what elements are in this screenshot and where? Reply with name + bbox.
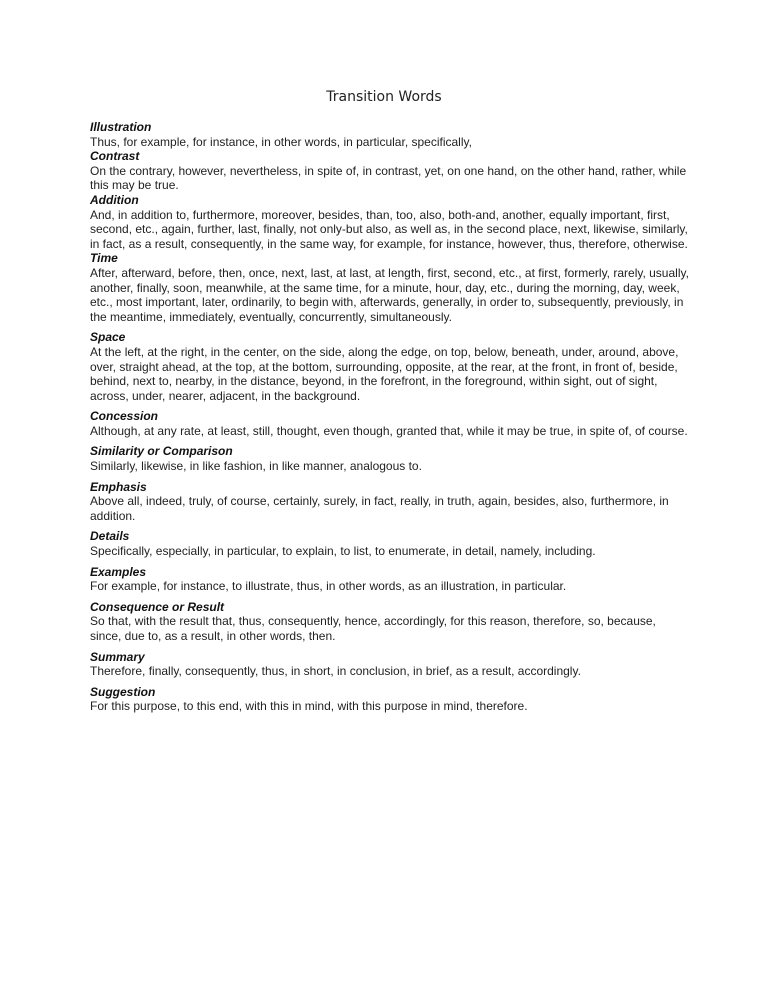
section-suggestion — [90, 685, 690, 714]
section-text: At the left, at the right, in the center, on the side, along the edge, on top, below, beneath, under, around, above, over, straight ahead, at the top, at the bottom, surrounding, opposite, at the rear, at the front, in front of, beside, behind, next to, nearby, in the distance, beyond, in the forefront, in the foreground, within sight, out of sight, across, under, nearer, adjacent, in the background. — [90, 344, 679, 403]
section-space — [90, 330, 690, 403]
section-heading: Suggestion — [90, 684, 156, 699]
section-heading: Time — [90, 251, 118, 266]
section-heading: Concession — [90, 409, 159, 424]
section-heading: Examples — [90, 564, 147, 579]
section-text: Although, at any rate, at least, still, thought, even though, granted that, while it may be true, in spite of, of course. — [90, 423, 688, 438]
section-text: For example, for instance, to illustrate, thus, in other words, as an illustration, in particular. — [90, 579, 567, 594]
section-text: Therefore, finally, consequently, thus, in short, in conclusion, in brief, as a result, accordingly. — [90, 664, 581, 679]
section-addition — [90, 193, 690, 251]
section-text: Specifically, especially, in particular, to explain, to list, to enumerate, in detail, namely, including. — [90, 544, 596, 559]
section-concession — [90, 409, 690, 438]
section-text: Thus, for example, for instance, in other words, in particular, specifically, — [90, 134, 472, 149]
section-text: On the contrary, however, nevertheless, in spite of, in contrast, yet, on one hand, on the other hand, rather, while this may be true. — [90, 163, 687, 193]
section-details — [90, 529, 690, 558]
section-heading: Consequence or Result — [90, 599, 225, 614]
section-heading: Addition — [90, 192, 139, 207]
section-heading: Similarity or Comparison — [90, 444, 233, 459]
section-heading: Illustration — [90, 120, 152, 134]
section-heading: Summary — [90, 649, 145, 664]
section-text: So that, with the result that, thus, consequently, hence, accordingly, for this reason, therefore, so, because, since, due to, as a result, in other words, then. — [90, 614, 656, 643]
section-heading: Emphasis — [90, 479, 147, 494]
section-heading: Contrast — [90, 149, 140, 164]
section-text: For this purpose, to this end, with this in mind, with this purpose in mind, therefore. — [90, 699, 528, 714]
section-examples — [90, 565, 690, 594]
section-similarity-or-comparison — [90, 444, 690, 473]
transition-words-list — [90, 120, 690, 714]
section-heading: Space — [90, 330, 126, 345]
section-text: Similarly, likewise, in like fashion, in like manner, analogous to. — [90, 459, 422, 474]
page-title: Transition Words — [326, 89, 442, 105]
section-time — [90, 251, 690, 324]
section-illustration — [90, 120, 690, 149]
section-text: And, in addition to, furthermore, moreover, besides, than, too, also, both-and, another, equally important, first, second, etc., again, further, last, finally, not only-but also, as well as, in the second place, next, likewise, similarly, in fact, as a result, consequently, in the same way, for example, for instance, however, thus, therefore, otherwise. — [90, 207, 688, 251]
section-emphasis — [90, 480, 690, 524]
section-summary — [90, 650, 690, 679]
section-contrast — [90, 149, 690, 193]
section-text: After, afterward, before, then, once, next, last, at last, at length, first, second, etc., at first, formerly, rarely, usually, another, finally, soon, meanwhile, at the same time, for a minute, hour, day, etc., during the morning, day, week, etc., most important, later, ordinarily, to begin with, afterwards, generally, in order to, subsequently, previously, in the meantime, immediately, eventually, concurrently, simultaneously. — [90, 265, 689, 324]
section-text: Above all, indeed, truly, of course, certainly, surely, in fact, really, in truth, again, besides, also, furthermore, in addition. — [90, 494, 669, 523]
section-consequence-or-result — [90, 600, 690, 644]
section-heading: Details — [90, 529, 130, 544]
